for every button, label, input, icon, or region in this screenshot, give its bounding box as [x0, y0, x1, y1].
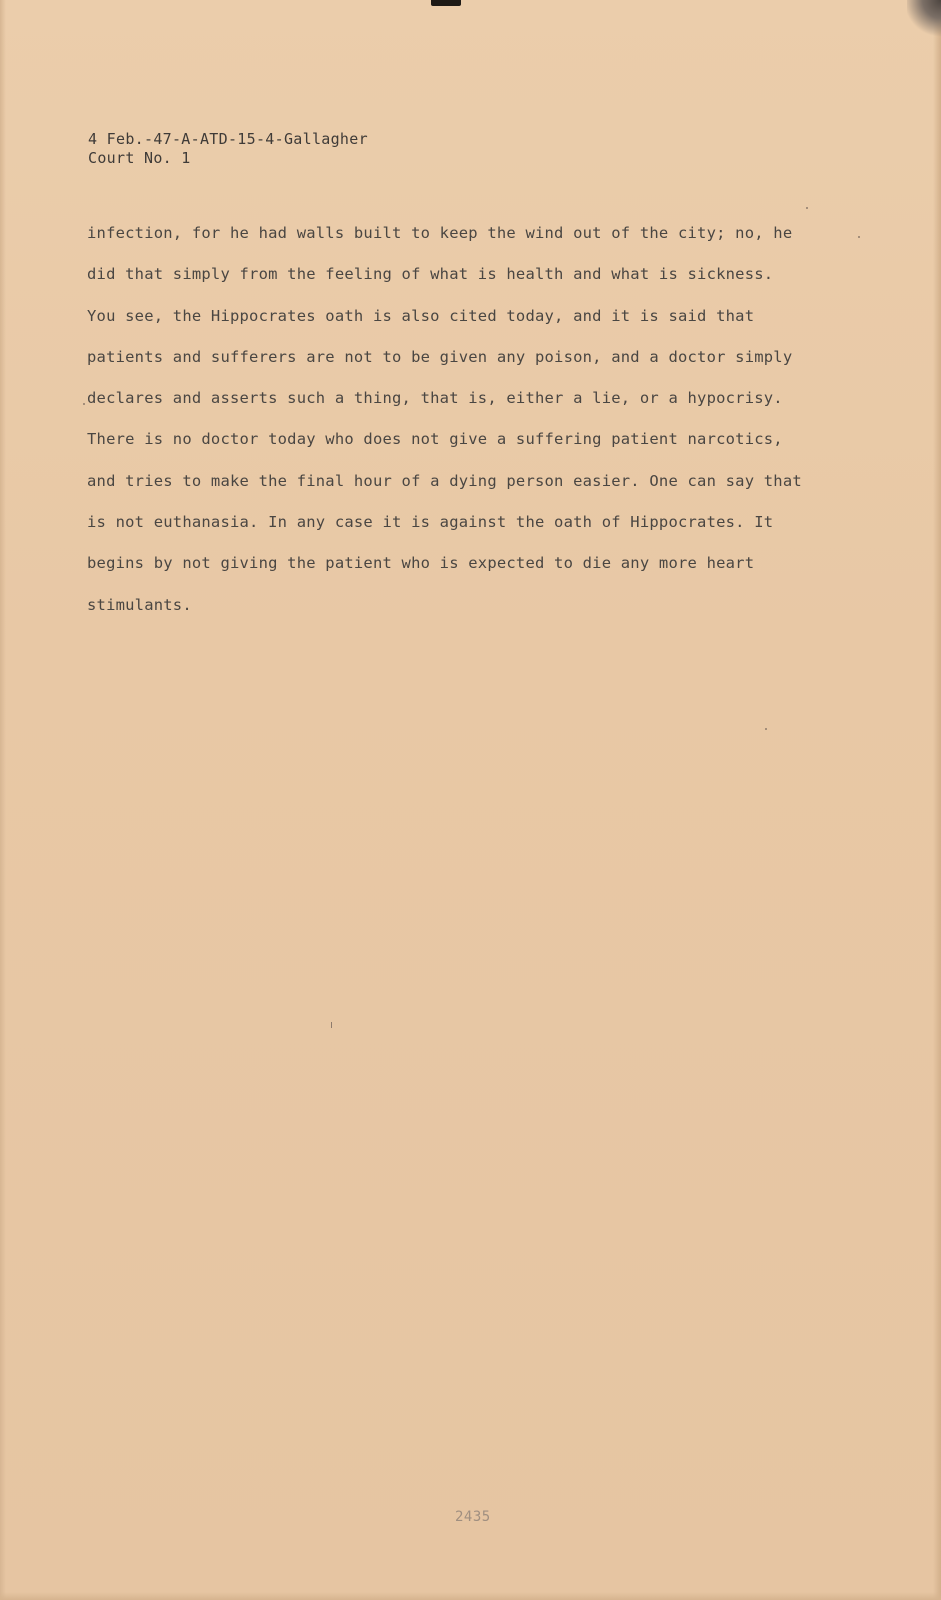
- binder-clip-mark: [431, 0, 461, 6]
- corner-smudge: [907, 0, 941, 40]
- body-line: infection, for he had walls built to keep the wind out of the city; no, he: [87, 224, 793, 242]
- body-line: is not euthanasia. In any case it is against the oath of Hippocrates. It: [87, 513, 774, 532]
- paper-speck: [858, 236, 860, 238]
- body-line: begins by not giving the patient who is expected to die any more heart: [87, 554, 755, 573]
- body-line: declares and asserts such a thing, that is, either a lie, or a hypocrisy.: [87, 389, 783, 408]
- body-line: stimulants.: [87, 595, 192, 614]
- page-edge-bottom: [0, 1592, 941, 1600]
- reference-line: 4 Feb.-47-A-ATD-15-4-Gallagher: [88, 130, 368, 148]
- page-number: 2435: [455, 1509, 491, 1525]
- court-line: Court No. 1: [88, 149, 191, 167]
- page-edge-right: [933, 0, 941, 1600]
- body-line: There is no doctor today who does not give a suffering patient narcotics,: [87, 430, 783, 449]
- paper-speck: [331, 1022, 332, 1028]
- document-header: [88, 130, 368, 168]
- paper-speck: [765, 728, 767, 730]
- paper-speck: [83, 403, 85, 405]
- body-line: patients and sufferers are not to be given any poison, and a doctor simply: [87, 347, 793, 366]
- transcript-body: [87, 221, 867, 634]
- body-line: You see, the Hippocrates oath is also cited today, and it is said that: [87, 306, 755, 325]
- body-line: did that simply from the feeling of what is health and what is sickness.: [87, 265, 774, 284]
- body-line: and tries to make the final hour of a dying person easier. One can say that: [87, 471, 802, 490]
- page-edge-left: [0, 0, 6, 1600]
- paper-speck: [806, 207, 808, 209]
